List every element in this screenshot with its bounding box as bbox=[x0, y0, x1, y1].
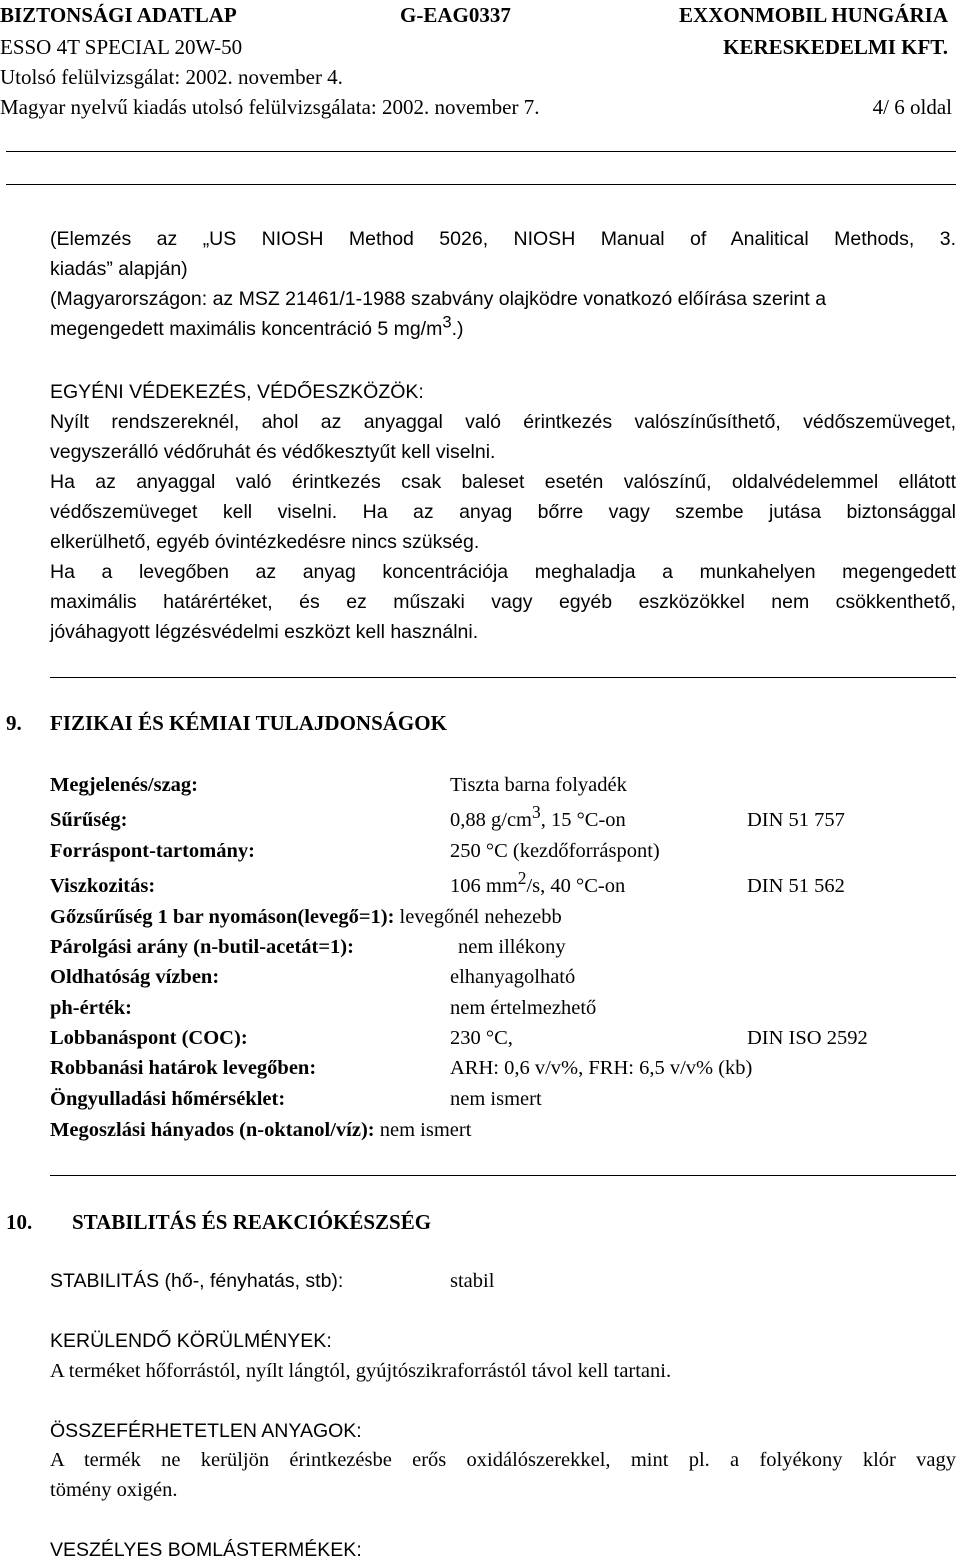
prop-appearance bbox=[50, 770, 956, 800]
prop-value: nem illékony bbox=[458, 936, 566, 958]
company-name-line1: EXXONMOBIL HUNGÁRIA bbox=[679, 3, 948, 27]
header-row-1 bbox=[0, 0, 960, 28]
doc-code: G-EAG0337 bbox=[400, 3, 511, 27]
analysis-line-2: kiadás” alapján) bbox=[50, 258, 188, 280]
incompatible-text bbox=[50, 1445, 956, 1505]
incompatible-heading: ÖSSZEFÉRHETETLEN ANYAGOK: bbox=[50, 1420, 362, 1442]
ppe-p3-line1: Ha a levegőben az anyag koncentrációja meghaladja a munkahelyen megengedett bbox=[50, 561, 956, 583]
limit-text: megengedett maximális koncentráció 5 mg/m bbox=[50, 318, 443, 340]
prop-solubility bbox=[50, 962, 956, 992]
hungary-limit-line-1: (Magyarországon: az MSZ 21461/1-1988 szabvány olajködre vonatkozó előírása szerint a bbox=[50, 288, 827, 310]
doc-type: BIZTONSÁGI ADATLAP bbox=[0, 3, 237, 27]
prop-value: 230 °C, bbox=[450, 1027, 513, 1049]
prop-value bbox=[450, 868, 626, 901]
prop-evaporation bbox=[50, 932, 956, 962]
prop-value: nem ismert bbox=[450, 1088, 542, 1110]
prop-autoignition bbox=[50, 1084, 956, 1114]
prop-value: nem ismert bbox=[379, 1119, 472, 1141]
prop-label: Sűrűség: bbox=[50, 809, 128, 831]
ppe-p1-line2: vegyszerálló védőruhát és védőkesztyűt kell viselni. bbox=[50, 441, 496, 463]
ppe-p2-line3: elkerülhető, egyéb óvintézkedésre nincs szükség. bbox=[50, 531, 480, 553]
section-10-number: 10. bbox=[6, 1210, 33, 1234]
company-name-line2: KERESKEDELMI KFT. bbox=[723, 35, 948, 59]
section-divider-10 bbox=[50, 1175, 956, 1176]
prop-density bbox=[50, 802, 956, 835]
prop-value: 250 °C (kezdőforráspont) bbox=[450, 840, 660, 862]
hungary-limit-line-2 bbox=[50, 314, 956, 344]
header-divider-1 bbox=[6, 151, 956, 152]
decomposition-heading: VESZÉLYES BOMLÁSTERMÉKEK: bbox=[50, 1539, 362, 1561]
density-temp: , 15 °C-on bbox=[540, 809, 626, 831]
prop-value: Tiszta barna folyadék bbox=[450, 774, 627, 796]
page-number: 4/ 6 oldal bbox=[872, 95, 952, 119]
prop-label: Megoszlási hányados (n-oktanol/víz): bbox=[50, 1119, 375, 1141]
prop-label: Oldhatóság vízben: bbox=[50, 966, 220, 988]
ppe-heading: EGYÉNI VÉDEKEZÉS, VÉDŐESZKÖZÖK: bbox=[50, 381, 424, 403]
avoid-heading: KERÜLENDŐ KÖRÜLMÉNYEK: bbox=[50, 1330, 332, 1352]
viscosity-exponent: 2 bbox=[517, 868, 527, 889]
prop-viscosity bbox=[50, 868, 956, 901]
header-row-2 bbox=[0, 32, 960, 60]
viscosity-temp: /s, 40 °C-on bbox=[526, 875, 626, 897]
prop-label: Párolgási arány (n-butil-acetát=1): bbox=[50, 936, 354, 958]
prop-value: levegőnél nehezebb bbox=[399, 906, 562, 928]
prop-value: ARH: 0,6 v/v%, FRH: 6,5 v/v% (kb) bbox=[450, 1057, 753, 1079]
prop-label: Megjelenés/szag: bbox=[50, 774, 198, 796]
viscosity-value: 106 mm bbox=[450, 875, 518, 897]
prop-value bbox=[450, 802, 626, 835]
hu-revision: Magyar nyelvű kiadás utolsó felülvizsgálata: 2002. november 7. bbox=[0, 95, 540, 119]
prop-label: Viszkozitás: bbox=[50, 875, 156, 897]
limit-close: .) bbox=[451, 318, 464, 340]
stability-row bbox=[50, 1266, 956, 1296]
prop-standard: DIN ISO 2592 bbox=[747, 1027, 868, 1049]
product-name: ESSO 4T SPECIAL 20W-50 bbox=[0, 35, 243, 59]
last-revision: Utolsó felülvizsgálat: 2002. november 4. bbox=[0, 65, 343, 89]
incompatible-line-2: tömény oxigén. bbox=[50, 1479, 178, 1501]
prop-label: ph-érték: bbox=[50, 997, 132, 1019]
header-divider-2 bbox=[6, 184, 956, 185]
prop-boiling bbox=[50, 836, 956, 866]
ppe-p3-line2: maximális határértéket, és ez műszaki vagy egyéb eszközökkel nem csökkenthető, bbox=[50, 591, 956, 613]
ppe-section bbox=[50, 377, 956, 647]
prop-label: Gőzsűrűség 1 bar nyomáson(levegő=1): bbox=[50, 906, 395, 928]
density-value: 0,88 g/cm bbox=[450, 809, 532, 831]
prop-value: elhanyagolható bbox=[450, 966, 576, 988]
prop-ph bbox=[50, 993, 956, 1023]
prop-label: Lobbanáspont (COC): bbox=[50, 1027, 248, 1049]
stability-value: stabil bbox=[450, 1270, 495, 1292]
section-9-number: 9. bbox=[6, 711, 22, 735]
ppe-p3-line3: jóváhagyott légzésvédelmi eszközt kell használni. bbox=[50, 621, 479, 643]
stability-label: STABILITÁS (hő-, fényhatás, stb): bbox=[50, 1270, 344, 1292]
prop-label-with-value bbox=[50, 1115, 471, 1145]
ppe-p2-line1: Ha az anyaggal való érintkezés csak baleset esetén valószínű, oldalvédelemmel ellátott bbox=[50, 471, 956, 493]
prop-label: Öngyulladási hőmérséklet: bbox=[50, 1088, 286, 1110]
ppe-p1-line1: Nyílt rendszereknél, ahol az anyaggal való érintkezés valószínűsíthető, védőszemüveget, bbox=[50, 411, 956, 433]
avoid-text: A terméket hőforrástól, nyílt lángtól, gyújtószikraforrástól távol kell tartani. bbox=[50, 1360, 672, 1382]
ppe-p2-line2: védőszemüveget kell viselni. Ha az anyag bőrre vagy szembe jutása biztonsággal bbox=[50, 501, 956, 523]
section-divider-9 bbox=[50, 677, 956, 678]
prop-value: nem értelmezhető bbox=[450, 997, 597, 1019]
prop-label: Robbanási határok levegőben: bbox=[50, 1057, 317, 1079]
prop-partition bbox=[50, 1115, 956, 1145]
prop-label: Forráspont-tartomány: bbox=[50, 840, 255, 862]
density-exponent: 3 bbox=[532, 802, 541, 823]
prop-flash-point bbox=[50, 1023, 956, 1053]
prop-vapour-density bbox=[50, 902, 956, 932]
section-9-title: FIZIKAI ÉS KÉMIAI TULAJDONSÁGOK bbox=[50, 711, 447, 735]
prop-label-with-value bbox=[50, 902, 562, 932]
prop-explosion-limits bbox=[50, 1053, 956, 1083]
analysis-line-1: (Elemzés az „US NIOSH Method 5026, NIOSH Manual of Analitical Methods, 3. bbox=[50, 228, 956, 250]
prop-standard: DIN 51 757 bbox=[747, 809, 845, 831]
analysis-note bbox=[50, 224, 956, 344]
section-10-title: STABILITÁS ÉS REAKCIÓKÉSZSÉG bbox=[72, 1210, 432, 1234]
prop-standard: DIN 51 562 bbox=[747, 875, 845, 897]
incompatible-line-1: A termék ne kerüljön érintkezésbe erős oxidálószerekkel, mint pl. a folyékony klór vagy bbox=[50, 1449, 956, 1471]
limit-unit-exponent: 3 bbox=[442, 312, 452, 332]
